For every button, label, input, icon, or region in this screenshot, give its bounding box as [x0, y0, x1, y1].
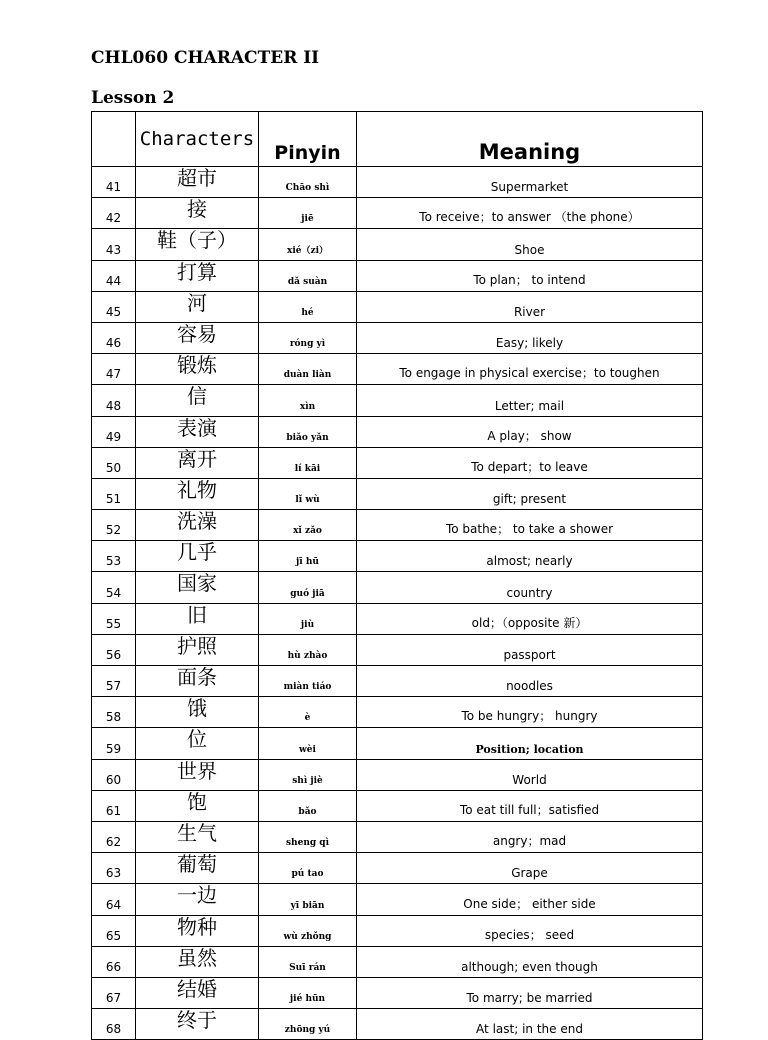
meaning-text: Grape: [357, 853, 703, 884]
row-number: 43: [92, 229, 136, 260]
chinese-characters: 位: [136, 728, 259, 759]
table-row: [92, 260, 703, 291]
row-number: 63: [92, 853, 136, 884]
meaning-text: To depart；to leave: [357, 447, 703, 478]
row-number: 42: [92, 198, 136, 229]
chinese-characters: 信: [136, 385, 259, 416]
chinese-characters: 一边: [136, 884, 259, 915]
table-row: [92, 977, 703, 1008]
pinyin-text: biǎo yǎn: [259, 416, 357, 447]
meaning-text: Shoe: [357, 229, 703, 260]
pinyin-text: zhōng yú: [259, 1009, 357, 1040]
pinyin-text: yī biān: [259, 884, 357, 915]
row-number: 62: [92, 821, 136, 852]
table-row: [92, 167, 703, 198]
row-number: 45: [92, 291, 136, 322]
meaning-column-header: Meaning: [357, 112, 703, 167]
vocabulary-table: [91, 111, 703, 1040]
table-row: [92, 790, 703, 821]
table-row: [92, 946, 703, 977]
meaning-text: Easy; likely: [357, 322, 703, 353]
meaning-text: country: [357, 572, 703, 603]
chinese-characters: 河: [136, 291, 259, 322]
table-row: [92, 1009, 703, 1040]
table-row: [92, 510, 703, 541]
chinese-characters: 离开: [136, 447, 259, 478]
pinyin-text: xié（zi）: [259, 229, 357, 260]
meaning-text: River: [357, 291, 703, 322]
pinyin-text: bǎo: [259, 790, 357, 821]
pinyin-text: hé: [259, 291, 357, 322]
table-row: [92, 697, 703, 728]
chinese-characters: 物种: [136, 915, 259, 946]
table-row: [92, 853, 703, 884]
row-number: 47: [92, 354, 136, 385]
table-row: [92, 572, 703, 603]
table-row: [92, 447, 703, 478]
meaning-text: Position; location: [357, 728, 703, 759]
chinese-characters: 洗澡: [136, 510, 259, 541]
row-number: 59: [92, 728, 136, 759]
row-number: 61: [92, 790, 136, 821]
chinese-characters: 几乎: [136, 541, 259, 572]
meaning-text: At last; in the end: [357, 1009, 703, 1040]
table-row: [92, 821, 703, 852]
chinese-characters: 终于: [136, 1009, 259, 1040]
pinyin-column-header: Pinyin: [259, 112, 357, 167]
pinyin-text: róng yì: [259, 322, 357, 353]
row-number: 66: [92, 946, 136, 977]
table-row: [92, 198, 703, 229]
table-row: [92, 884, 703, 915]
row-number: 65: [92, 915, 136, 946]
lesson-heading: Lesson 2: [91, 88, 175, 108]
table-row: [92, 915, 703, 946]
chinese-characters: 旧: [136, 603, 259, 634]
pinyin-text: hù zhào: [259, 634, 357, 665]
table-row: [92, 385, 703, 416]
row-number: 67: [92, 977, 136, 1008]
row-number: 54: [92, 572, 136, 603]
chinese-characters: 生气: [136, 821, 259, 852]
pinyin-text: wèi: [259, 728, 357, 759]
pinyin-text: è: [259, 697, 357, 728]
pinyin-text: xǐ zǎo: [259, 510, 357, 541]
meaning-text: Supermarket: [357, 167, 703, 198]
row-number: 58: [92, 697, 136, 728]
pinyin-text: lǐ wù: [259, 478, 357, 509]
table-row: [92, 478, 703, 509]
table-row: [92, 229, 703, 260]
characters-column-header: Characters: [136, 112, 259, 167]
pinyin-text: guó jiā: [259, 572, 357, 603]
chinese-characters: 结婚: [136, 977, 259, 1008]
row-number: 57: [92, 666, 136, 697]
pinyin-text: Suī rán: [259, 946, 357, 977]
pinyin-text: duàn liàn: [259, 354, 357, 385]
row-number: 49: [92, 416, 136, 447]
row-number: 56: [92, 634, 136, 665]
pinyin-text: lí kāi: [259, 447, 357, 478]
chinese-characters: 表演: [136, 416, 259, 447]
meaning-text: To bathe； to take a shower: [357, 510, 703, 541]
meaning-text: To eat till full；satisfied: [357, 790, 703, 821]
chinese-characters: 护照: [136, 634, 259, 665]
row-number: 50: [92, 447, 136, 478]
chinese-characters: 葡萄: [136, 853, 259, 884]
row-number: 52: [92, 510, 136, 541]
pinyin-text: sheng qì: [259, 821, 357, 852]
meaning-text: To marry; be married: [357, 977, 703, 1008]
row-number: 48: [92, 385, 136, 416]
pinyin-text: jī hū: [259, 541, 357, 572]
chinese-characters: 国家: [136, 572, 259, 603]
chinese-characters: 容易: [136, 322, 259, 353]
table-row: [92, 291, 703, 322]
pinyin-text: miàn tiáo: [259, 666, 357, 697]
number-column-header: [92, 112, 136, 167]
table-row: [92, 541, 703, 572]
chinese-characters: 鞋（子）: [136, 229, 259, 260]
chinese-characters: 面条: [136, 666, 259, 697]
meaning-text: To receive；to answer （the phone）: [357, 198, 703, 229]
table-row: [92, 634, 703, 665]
row-number: 64: [92, 884, 136, 915]
document-title: CHL060 CHARACTER II: [91, 48, 320, 68]
chinese-characters: 饿: [136, 697, 259, 728]
meaning-text: passport: [357, 634, 703, 665]
row-number: 60: [92, 759, 136, 790]
chinese-characters: 接: [136, 198, 259, 229]
row-number: 41: [92, 167, 136, 198]
pinyin-text: dǎ suàn: [259, 260, 357, 291]
pinyin-text: jiē: [259, 198, 357, 229]
table-row: [92, 416, 703, 447]
vocabulary-table-body: [92, 167, 703, 1040]
chinese-characters: 虽然: [136, 946, 259, 977]
table-header-row: [92, 112, 703, 167]
meaning-text: A play； show: [357, 416, 703, 447]
row-number: 53: [92, 541, 136, 572]
table-row: [92, 354, 703, 385]
pinyin-text: xìn: [259, 385, 357, 416]
meaning-text: Letter; mail: [357, 385, 703, 416]
row-number: 46: [92, 322, 136, 353]
pinyin-text: jié hūn: [259, 977, 357, 1008]
pinyin-text: wù zhǒng: [259, 915, 357, 946]
meaning-text: although; even though: [357, 946, 703, 977]
row-number: 68: [92, 1009, 136, 1040]
meaning-text: One side； either side: [357, 884, 703, 915]
chinese-characters: 超市: [136, 167, 259, 198]
meaning-text: species； seed: [357, 915, 703, 946]
table-row: [92, 666, 703, 697]
chinese-characters: 世界: [136, 759, 259, 790]
table-row: [92, 603, 703, 634]
chinese-characters: 锻炼: [136, 354, 259, 385]
pinyin-text: Chāo shì: [259, 167, 357, 198]
table-row: [92, 728, 703, 759]
table-row: [92, 759, 703, 790]
row-number: 51: [92, 478, 136, 509]
pinyin-text: shì jiè: [259, 759, 357, 790]
meaning-text: angry；mad: [357, 821, 703, 852]
chinese-characters: 饱: [136, 790, 259, 821]
chinese-characters: 礼物: [136, 478, 259, 509]
meaning-text: old；（opposite 新）: [357, 603, 703, 634]
meaning-text: To plan； to intend: [357, 260, 703, 291]
meaning-text: noodles: [357, 666, 703, 697]
meaning-text: To engage in physical exercise；to toughen: [357, 354, 703, 385]
pinyin-text: pú tao: [259, 853, 357, 884]
meaning-text: almost; nearly: [357, 541, 703, 572]
meaning-text: To be hungry； hungry: [357, 697, 703, 728]
row-number: 55: [92, 603, 136, 634]
chinese-characters: 打算: [136, 260, 259, 291]
meaning-text: World: [357, 759, 703, 790]
row-number: 44: [92, 260, 136, 291]
table-row: [92, 322, 703, 353]
meaning-text: gift; present: [357, 478, 703, 509]
pinyin-text: jiù: [259, 603, 357, 634]
